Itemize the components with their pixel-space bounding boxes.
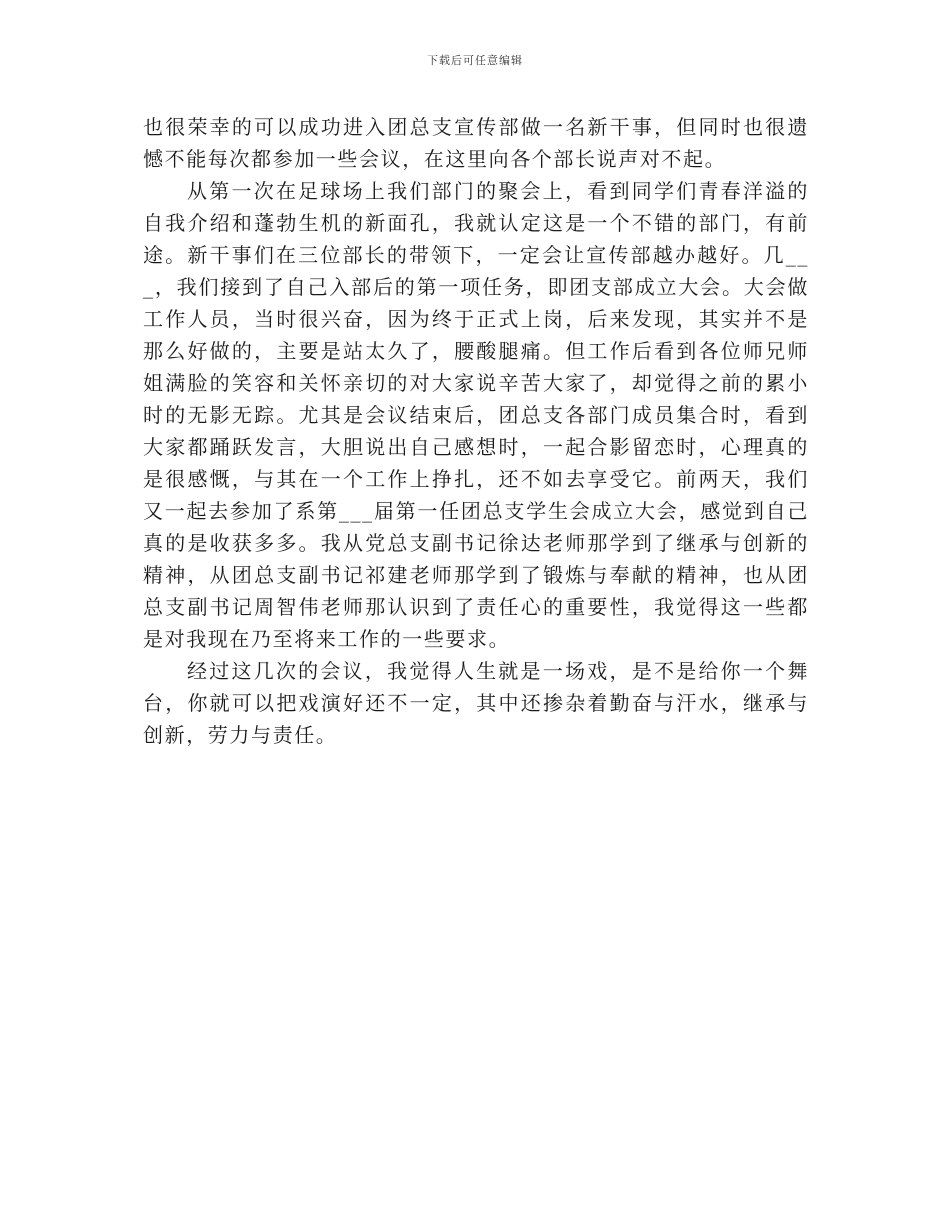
- paragraph-continued: 也很荣幸的可以成功进入团总支宣传部做一名新干事，但同时也很遗憾不能每次都参加一些会议，在这里向各个部长说声对不起。: [143, 115, 809, 171]
- document-body: [143, 111, 809, 751]
- paragraph: 从第一次在足球场上我们部门的聚会上，看到同学们青春洋溢的自我介绍和蓬勃生机的新面孔，我就认定这是一个不错的部门，有前途。新干事们在三位部长的带领下，一定会让宣传部越办越好。几___，我们接到了自己入部后的第一项任务，即团支部成立大会。大会做工作人员，当时很兴奋，因为终于正式上岗，后来发现，其实并不是那么好做的，主要是站太久了，腰酸腿痛。但工作后看到各位师兄师姐满脸的笑容和关怀亲切的对大家说辛苦大家了，却觉得之前的累小时的无影无踪。尤其是会议结束后，团总支各部门成员集合时，看到大家都踊跃发言，大胆说出自己感想时，一起合影留恋时，心理真的是很感慨，与其在一个工作上挣扎，还不如去享受它。前两天，我们又一起去参加了系第___届第一任团总支学生会成立大会，感觉到自己真的是收获多多。我从党总支副书记徐达老师那学到了继承与创新的精神，从团总支副书记祁建老师那学到了锻炼与奉献的精神，也从团总支副书记周智伟老师那认识到了责任心的重要性，我觉得这一些都是对我现在乃至将来工作的一些要求。: [143, 179, 809, 651]
- page-header: 下载后可任意编辑: [427, 54, 523, 67]
- paragraph: 经过这几次的会议，我觉得人生就是一场戏，是不是给你一个舞台，你就可以把戏演好还不一定，其中还掺杂着勤奋与汗水，继承与创新，劳力与责任。: [143, 659, 809, 747]
